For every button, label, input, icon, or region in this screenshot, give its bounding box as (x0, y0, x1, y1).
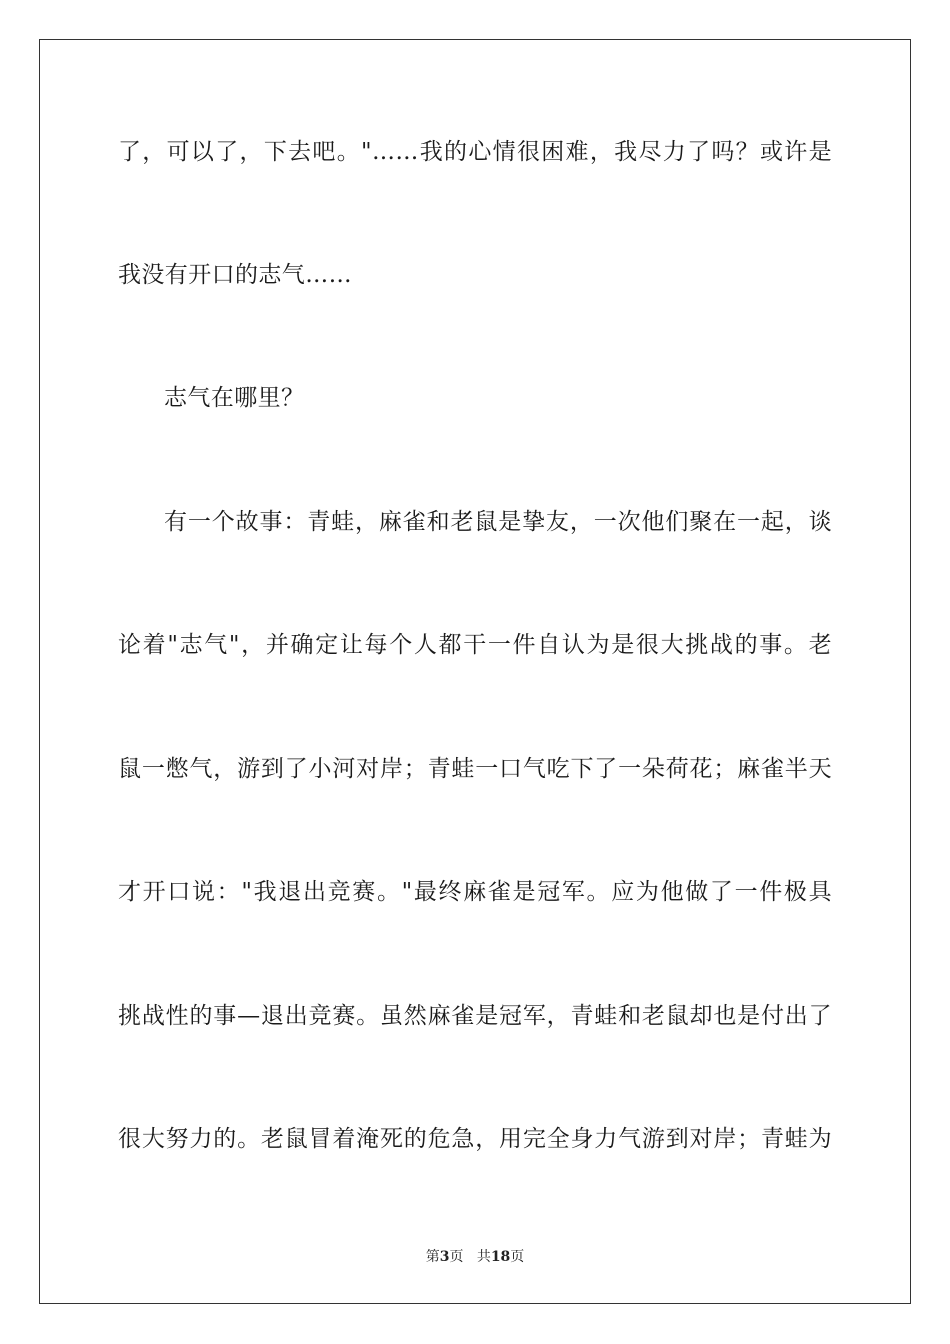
text-line-1: 了，可以了，下去吧。"……我的心情很困难，我尽力了吗？或许是 (118, 139, 832, 165)
text-line-4: 有一个故事：青蛙，麻雀和老鼠是挚友，一次他们聚在一起，谈 (164, 509, 832, 535)
text-line-7: 才开口说："我退出竞赛。"最终麻雀是冠军。应为他做了一件极具 (118, 879, 832, 905)
text-line-2: 我没有开口的志气…… (118, 262, 352, 288)
page-number: 3 (439, 1249, 450, 1265)
text-line-5: 论着"志气"，并确定让每个人都干一件自认为是很大挑战的事。老 (118, 632, 832, 658)
text-line-6: 鼠一憋气，游到了小河对岸；青蛙一口气吃下了一朵荷花；麻雀半天 (118, 756, 832, 782)
total-suffix: 页 (510, 1249, 525, 1265)
total-pages: 18 (490, 1249, 511, 1265)
text-line-9: 很大努力的。老鼠冒着淹死的危急，用完全身力气游到对岸；青蛙为 (118, 1126, 832, 1152)
page-frame (39, 39, 911, 1304)
text-line-8: 挑战性的事—退出竞赛。虽然麻雀是冠军，青蛙和老鼠却也是付出了 (118, 1003, 832, 1029)
heading-line: 志气在哪里？ (164, 385, 305, 411)
page-suffix: 页 (449, 1249, 464, 1265)
page-prefix: 第 (425, 1249, 440, 1265)
page-footer (0, 1248, 950, 1266)
total-prefix: 共 (476, 1249, 491, 1265)
